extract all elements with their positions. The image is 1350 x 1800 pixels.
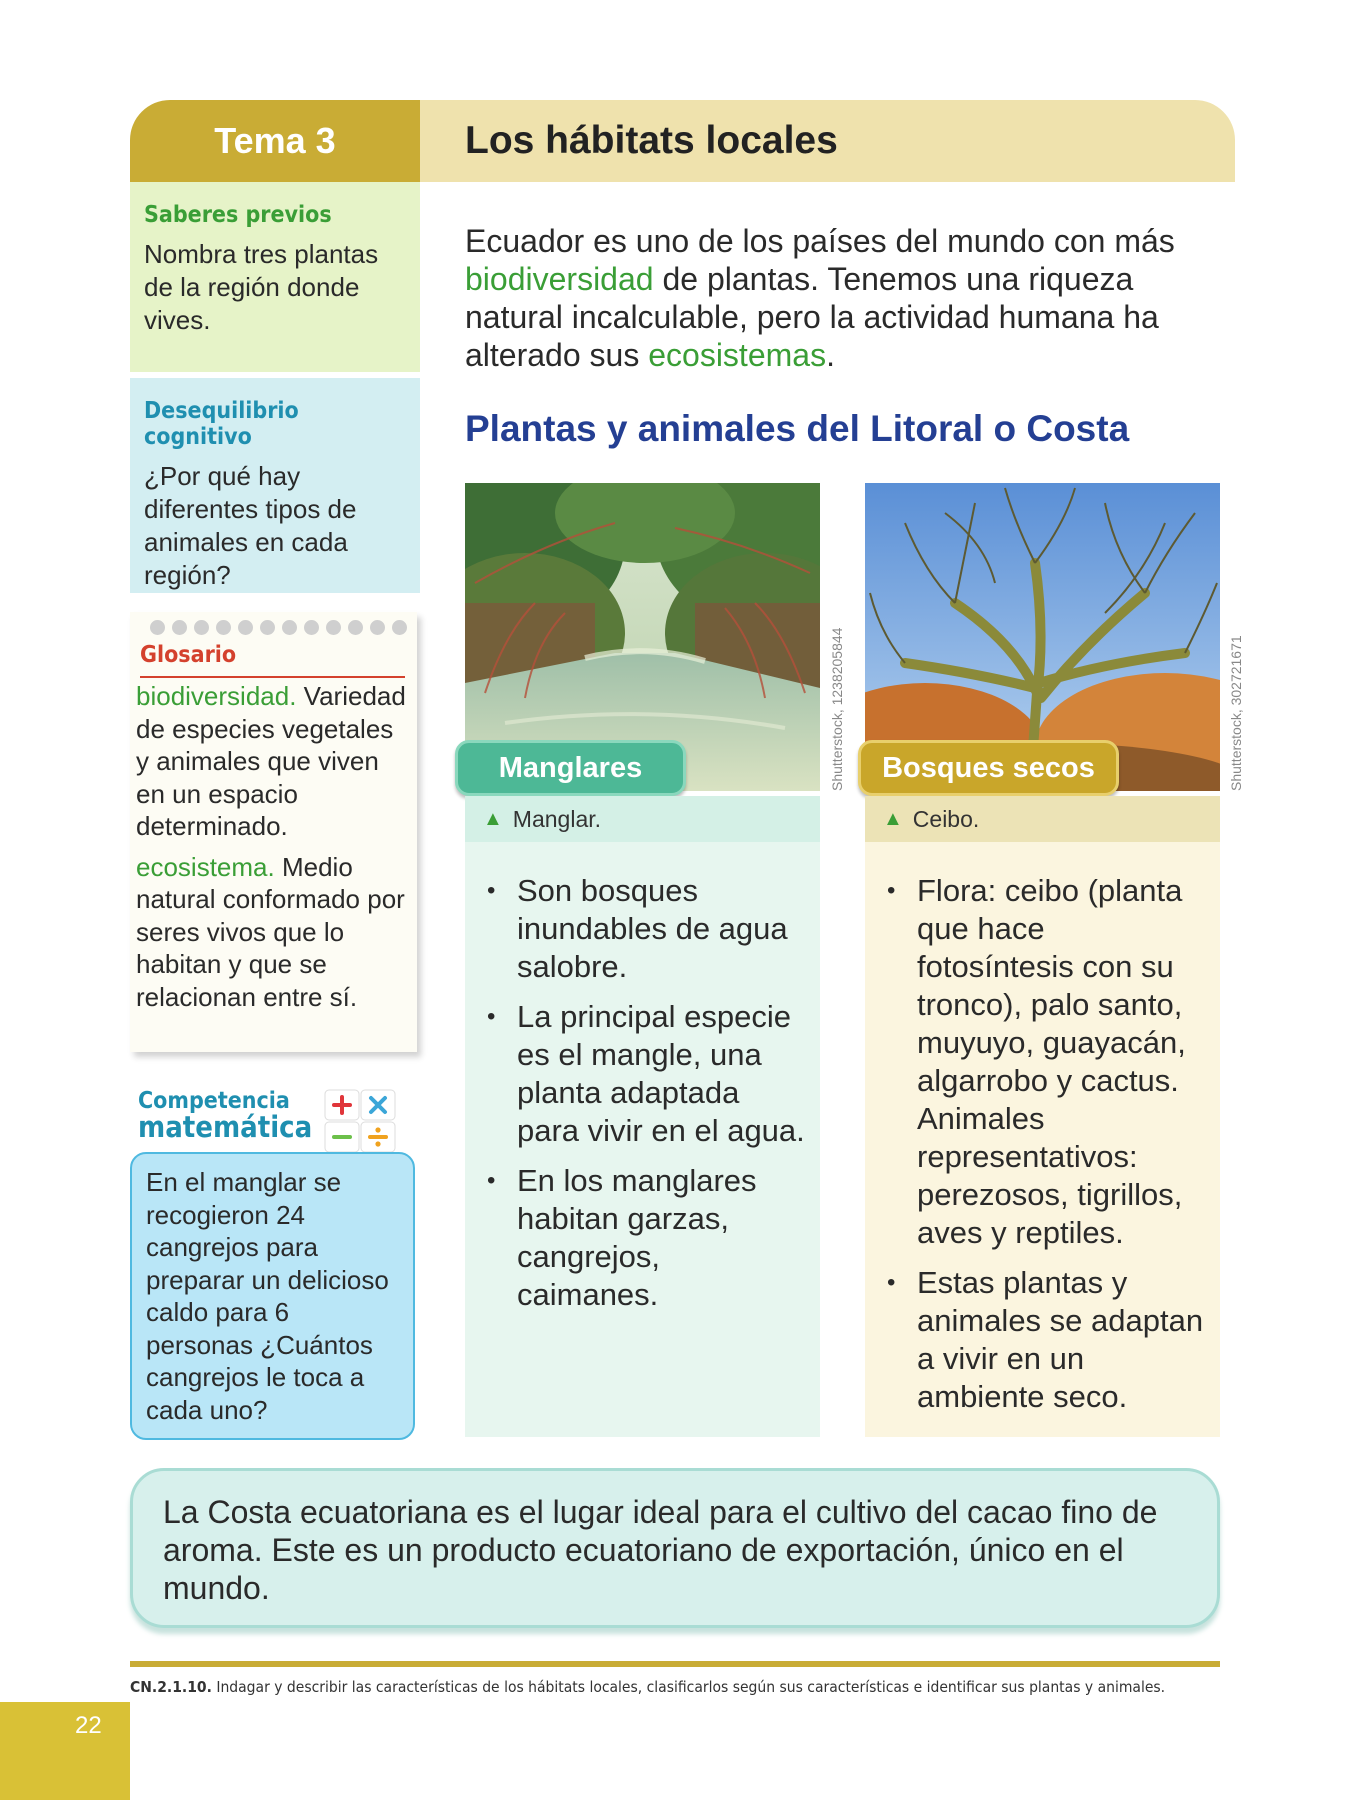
mangrove-caption — [465, 796, 820, 842]
intro-text-3: . — [826, 337, 835, 373]
glosario-entries — [136, 680, 411, 1021]
bosques-secos-info-box — [865, 842, 1220, 1437]
intro-highlight-ecosistemas: ecosistemas — [648, 337, 827, 373]
triangle-up-icon: ▲ — [483, 807, 503, 830]
desequilibrio-title: Desequilibrio cognitivo — [144, 398, 299, 450]
list-item: • En los manglares habitan garzas, cangrejos, caimanes. — [477, 1162, 808, 1314]
triangle-up-icon: ▲ — [883, 807, 903, 830]
competencia-header — [138, 1088, 418, 1148]
bosques-secos-label: Bosques secos — [858, 740, 1119, 796]
intro-text-2: de plantas. Tenemos una riqueza natural incalculable, pero la actividad humana ha alterado sus — [465, 261, 1159, 373]
competencia-text: En el manglar se recogieron 24 cangrejos para preparar un delicioso caldo para 6 personas ¿Cuántos cangrejos le toca a cada uno? — [146, 1167, 389, 1425]
saberes-previos-title: Saberes previos — [144, 202, 332, 228]
glosario-definition: Medio natural conformado por seres vivos que lo habitan y que se relacionan entre sí. — [136, 851, 405, 1012]
curriculum-text: Indagar y describir las características de los hábitats locales, clasificarlos según sus características e identificar sus plantas y animales. — [211, 1678, 1166, 1696]
page-title-text: Los hábitats locales — [465, 119, 838, 162]
page-title — [420, 100, 1235, 182]
intro-highlight-biodiversidad: biodiversidad — [465, 261, 654, 297]
glosario-box — [130, 612, 417, 1052]
page-number: 22 — [75, 1712, 102, 1739]
photo-credit: Shutterstock, 1238205844 — [829, 627, 845, 791]
intro-text-1: Ecuador es uno de los países del mundo con más — [465, 223, 1175, 259]
glosario-term: ecosistema. — [136, 851, 275, 882]
cacao-note-box — [130, 1468, 1220, 1628]
math-operations-icon — [323, 1088, 399, 1154]
competencia-box — [130, 1152, 415, 1440]
cacao-note-text: La Costa ecuatoriana es el lugar ideal para el cultivo del cacao fino de aroma. Este es un producto ecuatoriano de exportación, único en el mundo. — [163, 1494, 1158, 1606]
competencia-title-line2: matemática — [138, 1110, 313, 1144]
list-item: • Son bosques inundables de agua salobre. — [477, 872, 808, 986]
saberes-previos-text: Nombra tres plantas de la región donde vives. — [144, 239, 379, 335]
page-number-tab — [0, 1702, 130, 1800]
intro-paragraph — [465, 222, 1235, 374]
glosario-term: biodiversidad. — [136, 681, 297, 711]
glosario-title: Glosario — [140, 642, 405, 678]
glosario-entry — [136, 680, 411, 843]
curriculum-reference — [130, 1678, 1230, 1696]
section-heading: Plantas y animales del Litoral o Costa — [465, 408, 1130, 449]
glosario-definition: Variedad de especies vegetales y animales que viven en un espacio determinado. — [136, 681, 406, 841]
competencia-title-line1: Competencia — [138, 1088, 290, 1114]
glosario-entry — [136, 851, 411, 1014]
bosques-secos-bullet-list — [877, 872, 1208, 1416]
list-item: • Estas plantas y animales se adaptan a vivir en un ambiente seco. — [877, 1264, 1208, 1416]
manglares-bullet-list — [477, 872, 808, 1314]
notepad-spiral — [130, 612, 417, 642]
caption-text: Manglar. — [512, 805, 602, 832]
footer-divider — [130, 1661, 1220, 1667]
tema-label: Tema 3 — [130, 100, 420, 182]
desequilibrio-text: ¿Por qué hay diferentes tipos de animales en cada región? — [144, 461, 357, 590]
desequilibrio-box — [130, 378, 420, 593]
manglares-label: Manglares — [455, 740, 686, 796]
photo-credit: Shutterstock, 302721671 — [1228, 635, 1244, 791]
caption-text: Ceibo. — [912, 805, 980, 832]
saberes-previos-box — [130, 182, 420, 372]
manglares-info-box — [465, 842, 820, 1437]
curriculum-code: CN.2.1.10. — [130, 1678, 212, 1696]
list-item: • La principal especie es el mangle, una planta adaptada para vivir en el agua. — [477, 998, 808, 1150]
ceibo-caption — [865, 796, 1220, 842]
list-item: • Flora: ceibo (planta que hace fotosíntesis con su tronco), palo santo, muyuyo, guayacán, algarrobo y cactus. Animales representativos: perezosos, tigrillos, aves y reptiles. — [877, 872, 1208, 1252]
